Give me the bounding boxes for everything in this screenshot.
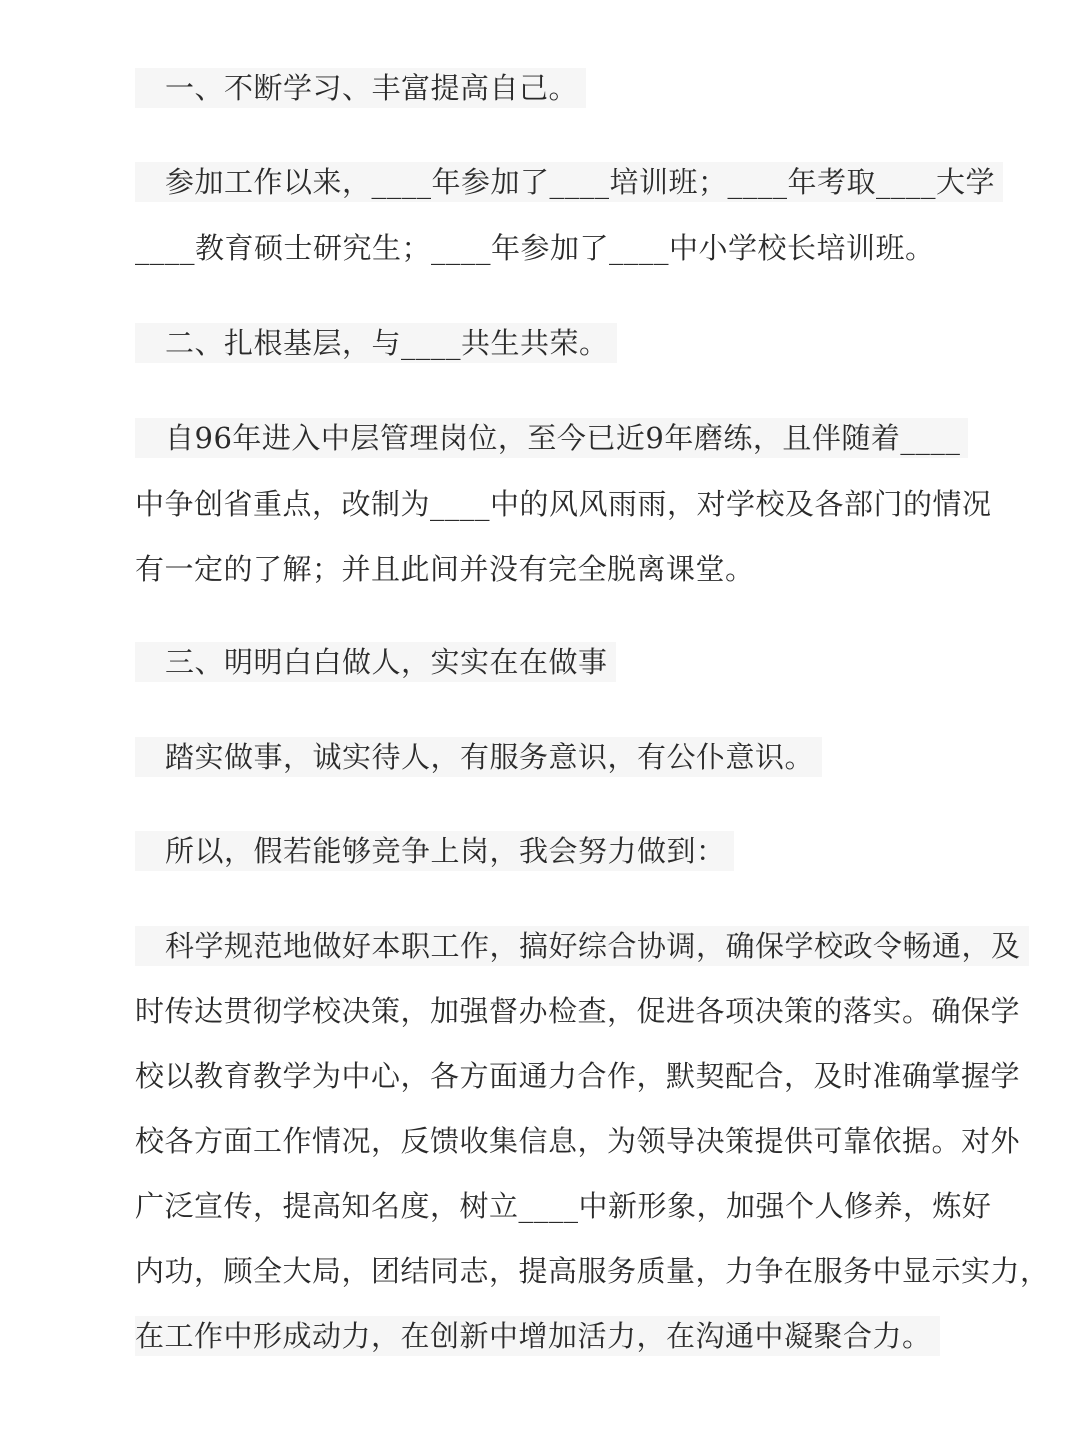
paragraph-text: 所以，假若能够竞争上岗，我会努力做到： — [165, 834, 726, 868]
paragraph-text: 科学规范地做好本职工作，搞好综合协调，确保学校政令畅通，及 — [165, 929, 1021, 963]
paragraph-line — [135, 418, 968, 458]
paragraph-line — [135, 737, 822, 777]
paragraph-line — [135, 162, 1003, 202]
paragraph-text: 内功，顾全大局，团结同志，提高服务质量，力争在服务中显示实力， — [135, 1254, 1050, 1288]
paragraph-line — [135, 549, 755, 589]
paragraph-line — [135, 831, 734, 871]
paragraph-line — [135, 1121, 1020, 1161]
paragraph-line — [135, 228, 935, 268]
paragraph-line — [135, 484, 992, 524]
paragraph-text: ____教育硕士研究生；____年参加了____中小学校长培训班。 — [135, 231, 935, 265]
paragraph-line — [135, 1186, 992, 1226]
paragraph-text: 踏实做事，诚实待人，有服务意识，有公仆意识。 — [165, 740, 815, 774]
paragraph-text: 校各方面工作情况，反馈收集信息，为领导决策提供可靠依据。对外 — [135, 1124, 1021, 1158]
paragraph-line — [135, 926, 1029, 966]
paragraph-text: 在工作中形成动力，在创新中增加活力，在沟通中凝聚合力。 — [135, 1319, 932, 1353]
heading-text: 一、不断学习、丰富提高自己。 — [165, 71, 579, 105]
heading-text: 二、扎根基层，与____共生共荣。 — [165, 326, 609, 360]
heading-section-3 — [135, 642, 616, 682]
paragraph-text: 参加工作以来，____年参加了____培训班；____年考取____大学 — [165, 165, 996, 199]
paragraph-text: 有一定的了解；并且此间并没有完全脱离课堂。 — [135, 552, 755, 586]
heading-section-1 — [135, 68, 586, 108]
paragraph-line — [135, 991, 1020, 1031]
paragraph-text: 广泛宣传，提高知名度，树立____中新形象，加强个人修养，炼好 — [135, 1189, 992, 1223]
paragraph-text: 自96年进入中层管理岗位，至今已近9年磨练，且伴随着____ — [165, 421, 961, 455]
paragraph-text: 时传达贯彻学校决策，加强督办检查，促进各项决策的落实。确保学 — [135, 994, 1021, 1028]
paragraph-text: 中争创省重点，改制为____中的风风雨雨，对学校及各部门的情况 — [135, 487, 992, 521]
paragraph-line — [135, 1056, 1020, 1096]
paragraph-text: 校以教育教学为中心，各方面通力合作，默契配合，及时准确掌握学 — [135, 1059, 1021, 1093]
heading-text: 三、明明白白做人，实实在在做事 — [165, 645, 608, 679]
heading-section-2 — [135, 323, 617, 363]
paragraph-line — [135, 1251, 1050, 1291]
paragraph-line — [135, 1316, 940, 1356]
